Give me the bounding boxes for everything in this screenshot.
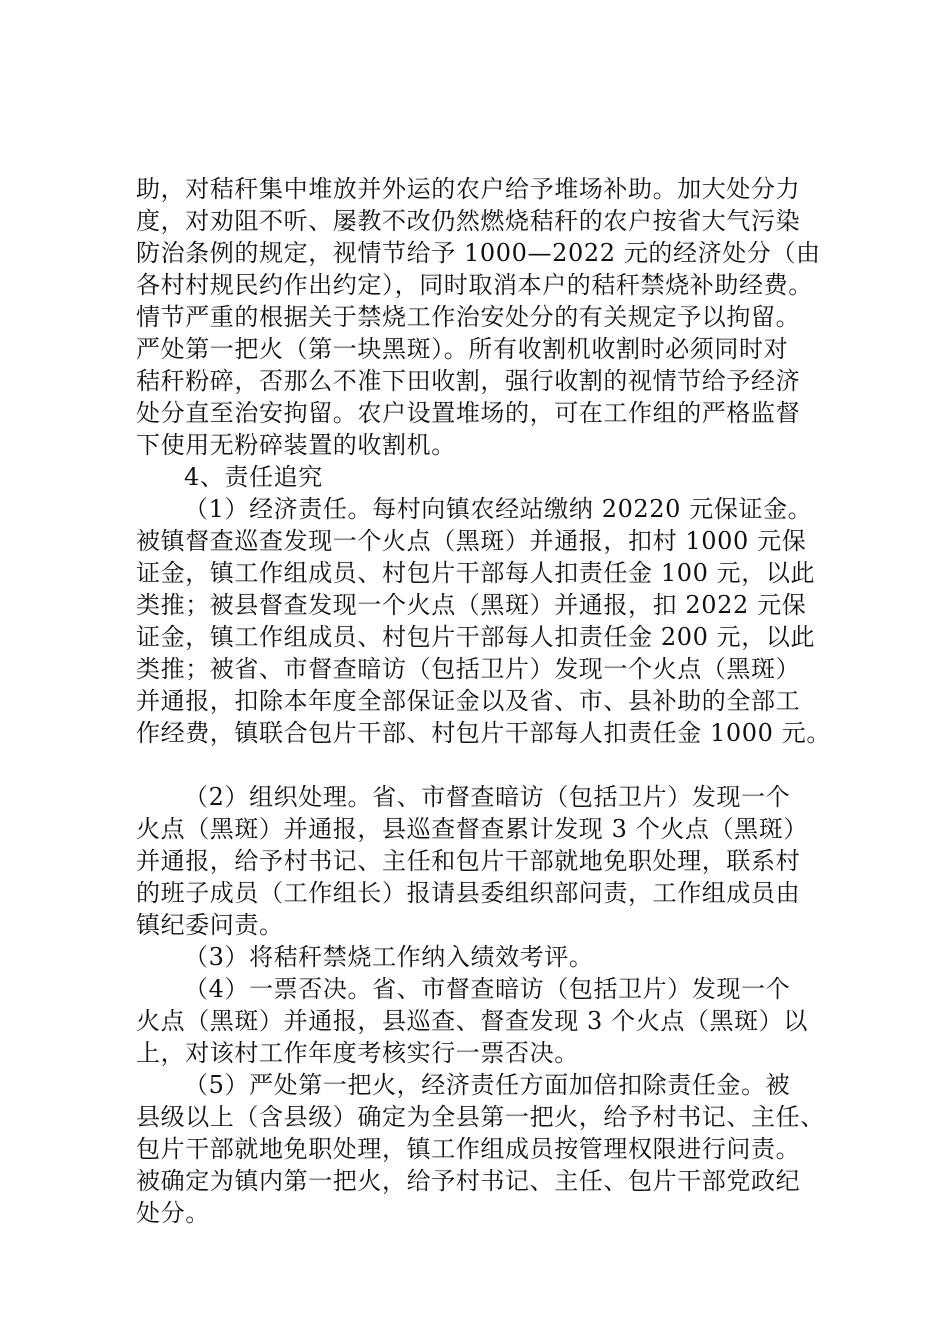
item-1-line: 被镇督查巡查发现一个火点（黑斑）并通报，扣村 1000 元保 <box>136 527 807 555</box>
item-5-line: 县级以上（含县级）确定为全县第一把火，给予村书记、主任、 <box>136 1103 825 1131</box>
paragraph-line: 处分直至治安拘留。农户设置堆场的，可在工作组的严格监督 <box>136 399 801 427</box>
item-5-line: 处分。 <box>136 1199 210 1227</box>
item-2-line: 并通报，给予村书记、主任和包片干部就地免职处理，联系村 <box>136 847 801 875</box>
section-heading: 4、责任追究 <box>184 463 323 491</box>
item-1-line: 类推；被县督查发现一个火点（黑斑）并通报，扣 2022 元保 <box>136 591 807 619</box>
item-2-line: 镇纪委问责。 <box>136 911 284 939</box>
item-1-line: 证金，镇工作组成员、村包片干部每人扣责任金 100 元，以此 <box>136 559 816 587</box>
item-4-line: 上，对该村工作年度考核实行一票否决。 <box>136 1039 579 1067</box>
paragraph-line: 防治条例的规定，视情节给予 1000—2022 元的经济处分（由 <box>136 239 821 267</box>
paragraph-line: 严处第一把火（第一块黑斑）。所有收割机收割时必须同时对 <box>136 335 789 363</box>
item-5-line: 被确定为镇内第一把火，给予村书记、主任、包片干部党政纪 <box>136 1167 801 1195</box>
item-5-line: 包片干部就地免职处理，镇工作组成员按管理权限进行问责。 <box>136 1135 801 1163</box>
paragraph-line: 秸秆粉碎，否那么不准下田收割，强行收割的视情节给予经济 <box>136 367 801 395</box>
item-1-line: 类推；被省、市督查暗访（包括卫片）发现一个火点（黑斑） <box>136 655 801 683</box>
paragraph-line: 各村村规民约作出约定），同时取消本户的秸秆禁烧补助经费。 <box>136 271 813 299</box>
item-1-line: （1）经济责任。每村向镇农经站缴纳 20220 元保证金。 <box>184 495 813 523</box>
item-4-line: 火点（黑斑）并通报，县巡查、督查发现 3 个火点（黑斑）以 <box>136 1007 808 1035</box>
paragraph-line: 助，对秸秆集中堆放并外运的农户给予堆场补助。加大处分力 <box>136 175 801 203</box>
item-2-line: 的班子成员（工作组长）报请县委组织部问责，工作组成员由 <box>136 879 801 907</box>
item-4-line: （4）一票否决。省、市督查暗访（包括卫片）发现一个 <box>184 975 791 1003</box>
item-1-line: 作经费，镇联合包片干部、村包片干部每人扣责任金 1000 元。 <box>136 719 831 747</box>
item-1-line: 并通报，扣除本年度全部保证金以及省、市、县补助的全部工 <box>136 687 801 715</box>
paragraph-line: 下使用无粉碎装置的收割机。 <box>136 431 456 459</box>
paragraph-line: 情节严重的根据关于禁烧工作治安处分的有关规定予以拘留。 <box>136 303 801 331</box>
item-5-line: （5）严处第一把火，经济责任方面加倍扣除责任金。被 <box>184 1071 791 1099</box>
paragraph-line: 度，对劝阻不听、屡教不改仍然燃烧秸秆的农户按省大气污染 <box>136 207 801 235</box>
item-2-line: （2）组织处理。省、市督查暗访（包括卫片）发现一个 <box>184 783 791 811</box>
item-1-line: 证金，镇工作组成员、村包片干部每人扣责任金 200 元，以此 <box>136 623 816 651</box>
item-2-line: 火点（黑斑）并通报，县巡查督查累计发现 3 个火点（黑斑） <box>136 815 808 843</box>
item-3-line: （3）将秸秆禁烧工作纳入绩效考评。 <box>184 943 594 971</box>
